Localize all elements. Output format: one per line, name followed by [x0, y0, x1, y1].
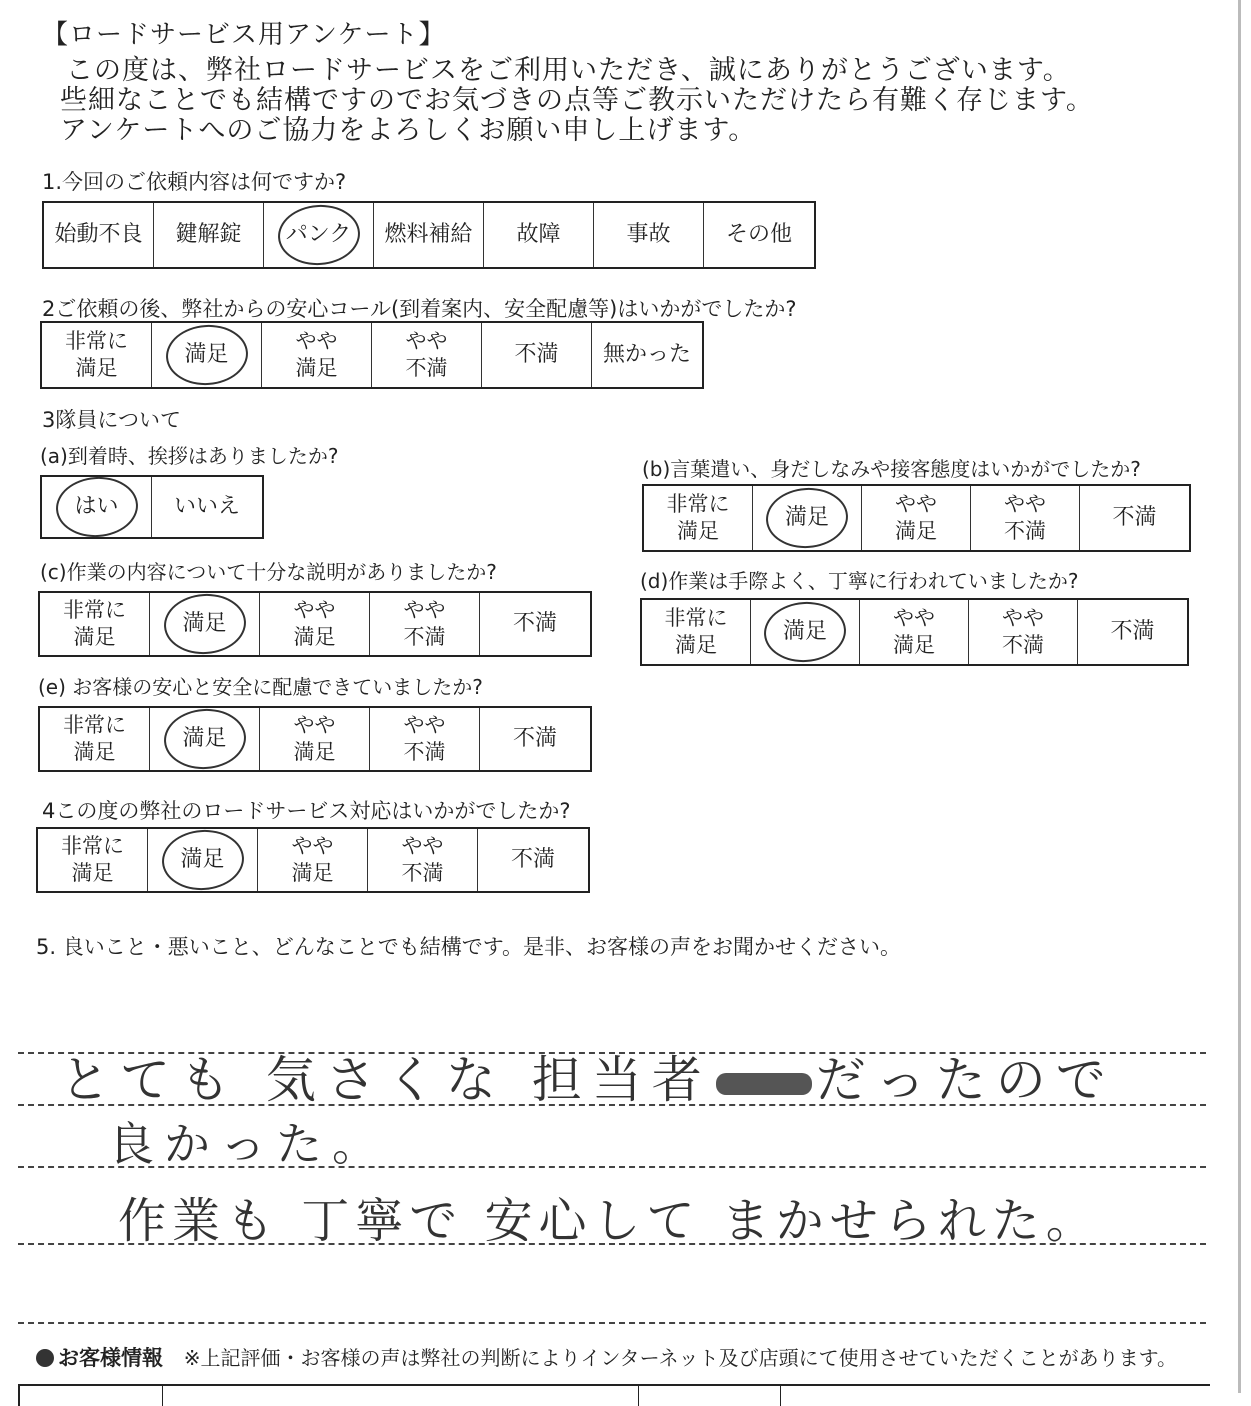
handwritten-line-3: 作業も 丁寧で 安心して まかせられた。	[118, 1193, 1100, 1249]
q3a-option-label-1: いいえ	[173, 494, 240, 519]
q3c-option-label-0: 非常に 満足	[63, 598, 126, 649]
q4-option-2[interactable]	[258, 829, 368, 891]
q3e-options	[38, 706, 592, 772]
q2-option-label-2: やや 満足	[295, 329, 338, 380]
q2-option-2[interactable]	[262, 323, 372, 387]
q3e-option-label-3: やや 不満	[403, 713, 446, 764]
q2-option-label-0: 非常に 満足	[65, 329, 128, 380]
q3c-option-2[interactable]	[260, 593, 370, 655]
q3d-option-1[interactable]	[751, 600, 860, 664]
handwritten-line-1	[60, 1040, 1116, 1112]
survey-title: 【ロードサービス用アンケート】	[42, 20, 446, 50]
q5-label: 5. 良いこと・悪いこと、どんなことでも結構です。是非、お客様の声をお聞かせください。	[36, 935, 902, 959]
q2-option-3[interactable]	[372, 323, 482, 387]
q3b-option-label-4: 不満	[1112, 505, 1157, 530]
q1-option-label-6: その他	[725, 222, 792, 247]
q2-option-0[interactable]	[42, 323, 152, 387]
customer-info-note: ※上記評価・お客様の声は弊社の判断によりインターネット及び店頭にて使用させていただくことがあります。	[183, 1346, 1178, 1370]
q3d-option-label-2: やや 満足	[893, 606, 935, 657]
q1-option-2[interactable]	[264, 203, 374, 267]
q2-option-label-4: 不満	[514, 342, 559, 367]
q3d-option-label-3: やや 不満	[1002, 606, 1044, 657]
q3b-option-4[interactable]	[1080, 486, 1189, 550]
q2-option-1[interactable]	[152, 323, 262, 387]
q1-option-label-2: パンク	[285, 222, 352, 247]
q3d-option-label-4: 不満	[1110, 619, 1155, 644]
q1-option-1[interactable]	[154, 203, 264, 267]
q1-label: 1.今回のご依頼内容は何ですか?	[42, 170, 347, 194]
q1-options	[42, 201, 816, 269]
q3b-option-label-1: 満足	[784, 505, 829, 530]
q1-option-label-1: 鍵解錠	[175, 222, 242, 247]
customer-info-label: お客様情報	[58, 1346, 163, 1370]
q3d-option-2[interactable]	[860, 600, 969, 664]
q3c-option-label-3: やや 不満	[403, 598, 446, 649]
q3b-options	[642, 484, 1191, 552]
intro-line-3: アンケートへのご協力をよろしくお願い申し上げます。	[60, 115, 757, 146]
q3c-option-1[interactable]	[150, 593, 260, 655]
q3e-option-label-2: やや 満足	[293, 713, 336, 764]
q3e-option-4[interactable]	[480, 708, 590, 770]
q4-option-1[interactable]	[148, 829, 258, 891]
q1-option-label-4: 故障	[516, 222, 561, 247]
handwritten-line-2: 良かった。	[108, 1117, 388, 1171]
q2-option-label-5: 無かった	[602, 342, 691, 367]
answer-line-5	[18, 1322, 1206, 1324]
q3b-label: (b)言葉遣い、身だしなみや接客態度はいかがでしたか?	[642, 457, 1141, 481]
q3c-option-label-4: 不満	[512, 611, 557, 636]
q3d-option-4[interactable]	[1078, 600, 1187, 664]
q2-option-label-3: やや 不満	[405, 329, 448, 380]
intro-line-1: この度は、弊社ロードサービスをご利用いただき、誠にありがとうございます。	[66, 55, 1071, 86]
q3a-option-1[interactable]	[152, 477, 262, 537]
q1-option-5[interactable]	[594, 203, 704, 267]
q4-option-0[interactable]	[38, 829, 148, 891]
q4-option-label-4: 不満	[510, 847, 555, 872]
q3a-options	[40, 475, 264, 539]
q3a-option-label-0: はい	[74, 494, 119, 519]
q3b-option-3[interactable]	[971, 486, 1080, 550]
q3a-option-0[interactable]	[42, 477, 152, 537]
q3b-option-1[interactable]	[753, 486, 862, 550]
q3e-option-2[interactable]	[260, 708, 370, 770]
q3a-label: (a)到着時、挨拶はありましたか?	[40, 444, 339, 468]
q2-option-label-1: 満足	[184, 342, 229, 367]
q4-option-3[interactable]	[368, 829, 478, 891]
scan-edge	[1238, 0, 1241, 1393]
q2-options	[40, 321, 704, 389]
q1-option-3[interactable]	[374, 203, 484, 267]
q3c-option-0[interactable]	[40, 593, 150, 655]
q3c-label: (c)作業の内容について十分な説明がありましたか?	[40, 560, 497, 584]
q2-option-4[interactable]	[482, 323, 592, 387]
q3c-option-label-2: やや 満足	[293, 598, 336, 649]
q3e-option-label-1: 満足	[182, 726, 227, 751]
q4-options	[36, 827, 590, 893]
q4-option-label-2: やや 満足	[291, 834, 334, 885]
customer-info	[36, 1342, 1177, 1372]
q3d-label: (d)作業は手際よく、丁寧に行われていましたか?	[640, 569, 1079, 593]
q3d-option-0[interactable]	[642, 600, 751, 664]
q3b-option-label-2: やや 満足	[895, 492, 937, 543]
q3b-option-0[interactable]	[644, 486, 753, 550]
q3e-option-0[interactable]	[40, 708, 150, 770]
bullet-dot-icon	[36, 1349, 54, 1367]
q4-option-4[interactable]	[478, 829, 588, 891]
q4-option-label-0: 非常に 満足	[61, 834, 124, 885]
q4-label: 4この度の弊社のロードサービス対応はいかがでしたか?	[42, 799, 571, 823]
q3e-option-1[interactable]	[150, 708, 260, 770]
handwritten-text-1b: だったので	[815, 1051, 1116, 1109]
q3e-option-label-4: 不満	[512, 726, 557, 751]
customer-info-table	[18, 1384, 1210, 1406]
q1-option-4[interactable]	[484, 203, 594, 267]
q3b-option-2[interactable]	[862, 486, 971, 550]
q3b-option-label-0: 非常に 満足	[666, 492, 730, 543]
q3d-options	[640, 598, 1189, 666]
q1-option-0[interactable]	[44, 203, 154, 267]
q1-option-label-0: 始動不良	[54, 222, 143, 247]
q3d-option-label-1: 満足	[782, 619, 827, 644]
redaction-mark	[716, 1073, 812, 1095]
q1-option-label-5: 事故	[626, 222, 671, 247]
q3e-option-3[interactable]	[370, 708, 480, 770]
q3c-option-4[interactable]	[480, 593, 590, 655]
q3e-label: (e) お客様の安心と安全に配慮できていましたか?	[38, 675, 483, 699]
q3c-options	[38, 591, 592, 657]
q4-option-label-1: 満足	[180, 847, 225, 872]
q3c-option-label-1: 満足	[182, 611, 227, 636]
q2-option-5[interactable]	[592, 323, 702, 387]
q3d-option-label-0: 非常に 満足	[664, 606, 728, 657]
q4-option-label-3: やや 不満	[401, 834, 444, 885]
q3-label: 3隊員について	[42, 408, 181, 432]
q3d-option-3[interactable]	[969, 600, 1078, 664]
intro-line-2: 些細なことでも結構ですのでお気づきの点等ご教示いただけたら有難く存じます。	[60, 85, 1094, 116]
q3b-option-label-3: やや 不満	[1004, 492, 1046, 543]
q3c-option-3[interactable]	[370, 593, 480, 655]
intro-text	[60, 55, 1094, 146]
q2-label: 2ご依頼の後、弊社からの安心コール(到着案内、安全配慮等)はいかがでしたか?	[42, 297, 797, 321]
handwritten-text-1: とても 気さくな 担当者	[60, 1051, 712, 1109]
q3e-option-label-0: 非常に 満足	[63, 713, 126, 764]
q1-option-label-3: 燃料補給	[384, 222, 473, 247]
q1-option-6[interactable]	[704, 203, 814, 267]
